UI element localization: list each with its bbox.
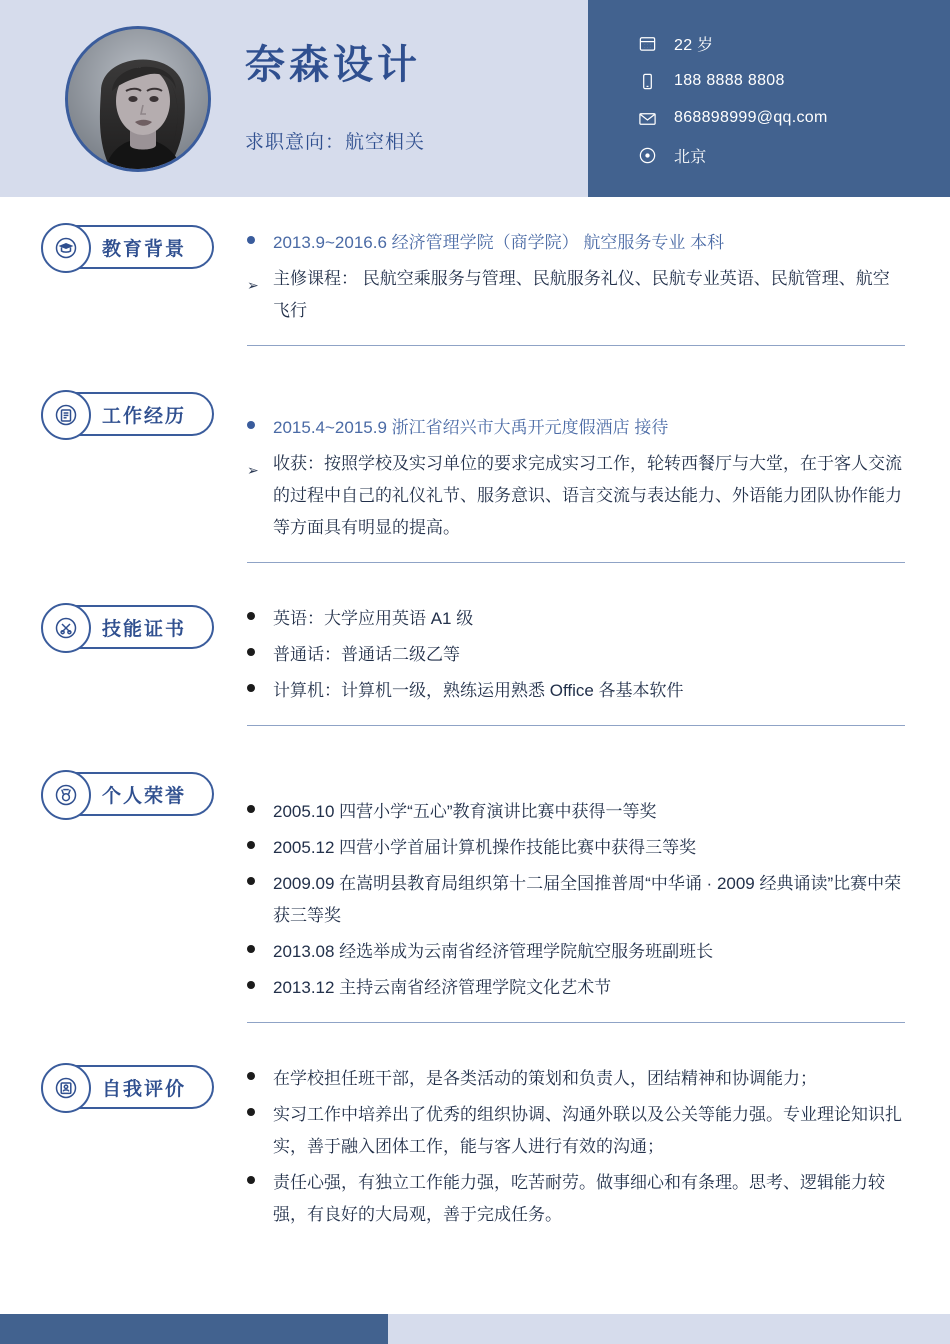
bullet-arrow-icon: ➢ xyxy=(247,277,259,293)
section-self-evaluation-title: 自我评价 xyxy=(102,1078,187,1100)
avatar xyxy=(65,26,211,172)
section-education-body xyxy=(247,223,905,331)
contact-panel xyxy=(588,0,950,197)
bullet-dot-icon xyxy=(247,832,273,864)
list-item xyxy=(247,1167,905,1231)
avatar-image xyxy=(68,29,208,169)
honor-item-5: 2013.12 主持云南省经济管理学院文化艺术节 xyxy=(273,978,612,997)
section-education-title: 教育背景 xyxy=(102,238,187,260)
education-courses: 主修课程： 民航空乘服务与管理、民航服务礼仪、民航专业英语、民航管理、航空飞行 xyxy=(273,269,890,320)
section-self-evaluation-badge xyxy=(42,1065,214,1109)
skill-computer: 计算机：计算机一级，熟练运用熟悉 Office 各基本软件 xyxy=(273,681,684,700)
medal-icon xyxy=(41,770,91,820)
list-item xyxy=(247,832,905,864)
list-item xyxy=(247,972,905,1004)
portrait-illustration xyxy=(68,29,208,169)
section-education xyxy=(0,223,950,331)
list-item xyxy=(247,675,905,707)
scissors-icon xyxy=(41,603,91,653)
header-text-block xyxy=(245,43,425,154)
section-divider xyxy=(247,562,905,563)
list-item xyxy=(247,603,905,635)
contact-location-text: 北京 xyxy=(674,149,707,166)
section-honors-title: 个人荣誉 xyxy=(102,785,187,807)
footer-bar xyxy=(0,1314,950,1344)
list-item xyxy=(247,936,905,968)
list-item xyxy=(247,1099,905,1163)
list-item xyxy=(247,1063,905,1095)
honor-item-4: 2013.08 经选举成为云南省经济管理学院航空服务班副班长 xyxy=(273,942,714,961)
list-item xyxy=(247,639,905,671)
contact-row-age xyxy=(636,32,950,55)
section-self-evaluation-body xyxy=(247,1063,905,1235)
list-item xyxy=(247,448,905,544)
education-period-school: 2013.9~2016.6 经济管理学院（商学院） 航空服务专业 本科 xyxy=(273,233,725,252)
graduation-cap-icon xyxy=(41,223,91,273)
bullet-dot-icon xyxy=(247,603,273,635)
contact-row-location xyxy=(636,144,950,167)
honor-item-2: 2005.12 四营小学首届计算机操作技能比赛中获得三等奖 xyxy=(273,838,697,857)
header-left-panel xyxy=(0,0,588,197)
resume-body xyxy=(0,223,950,1235)
job-objective: 求职意向：航空相关 xyxy=(245,132,426,153)
mail-icon xyxy=(636,107,658,129)
contact-age-text: 22 岁 xyxy=(674,37,714,54)
self-eval-item-2: 实习工作中培养出了优秀的组织协调、沟通外联以及公关等能力强。专业理论知识扎实，善于融入团体工作，能与客人进行有效的沟通； xyxy=(273,1105,902,1156)
contact-email-text: 868898999@qq.com xyxy=(674,109,828,126)
section-work-badge xyxy=(42,392,214,436)
contact-row-phone xyxy=(636,70,950,92)
section-education-badge xyxy=(42,225,214,269)
section-skills-title: 技能证书 xyxy=(102,618,187,640)
contact-phone-text: 188 8888 8808 xyxy=(674,72,785,89)
section-skills-head xyxy=(42,603,247,711)
skill-mandarin: 普通话：普通话二级乙等 xyxy=(273,645,460,664)
work-period-company: 2015.4~2015.9 浙江省绍兴市大禹开元度假酒店 接待 xyxy=(273,418,669,437)
list-item xyxy=(247,412,905,444)
section-skills-badge xyxy=(42,605,214,649)
bullet-dot-icon xyxy=(247,1167,273,1231)
skill-english: 英语：大学应用英语 A1 级 xyxy=(273,609,474,628)
bullet-dot-icon xyxy=(247,796,273,828)
bullet-dot-icon xyxy=(247,227,273,259)
section-self-evaluation-head xyxy=(42,1063,247,1235)
section-skills xyxy=(0,603,950,711)
briefcase-icon xyxy=(41,390,91,440)
bullet-dot-icon xyxy=(247,936,273,968)
resume-header xyxy=(0,0,950,197)
section-honors-body xyxy=(247,770,905,1008)
bullet-dot-icon xyxy=(247,412,273,444)
section-self-evaluation xyxy=(0,1063,950,1235)
section-honors xyxy=(0,770,950,1008)
honor-item-1: 2005.10 四营小学“五心”教育演讲比赛中获得一等奖 xyxy=(273,802,657,821)
section-honors-head xyxy=(42,770,247,1008)
contact-row-email xyxy=(636,107,950,129)
phone-icon xyxy=(636,70,658,92)
section-work-head xyxy=(42,390,247,548)
person-card-icon xyxy=(41,1063,91,1113)
section-education-head xyxy=(42,223,247,331)
section-skills-body xyxy=(247,603,905,711)
footer-bar-light xyxy=(388,1314,950,1344)
section-work xyxy=(0,390,950,548)
bullet-dot-icon xyxy=(247,1099,273,1163)
bullet-dot-icon xyxy=(247,1063,273,1095)
section-honors-badge xyxy=(42,772,214,816)
honor-item-3: 2009.09 在嵩明县教育局组织第十二届全国推普周“中华诵 · 2009 经典诵读”比赛中荣获三等奖 xyxy=(273,874,902,925)
footer-bar-dark xyxy=(0,1314,388,1344)
bullet-dot-icon xyxy=(247,639,273,671)
bullet-arrow-icon: ➢ xyxy=(247,462,259,478)
location-icon xyxy=(636,145,658,167)
list-item xyxy=(247,227,905,259)
bullet-dot-icon xyxy=(247,972,273,1004)
work-description: 收获：按照学校及实习单位的要求完成实习工作，轮转西餐厅与大堂，在于客人交流的过程中自己的礼仪礼节、服务意识、语言交流与表达能力、外语能力团队协作能力等方面具有明显的提高。 xyxy=(273,454,902,537)
section-work-body xyxy=(247,390,905,548)
section-divider xyxy=(247,1022,905,1023)
section-work-title: 工作经历 xyxy=(102,405,187,427)
self-eval-item-3: 责任心强，有独立工作能力强，吃苦耐劳。做事细心和有条理。思考、逻辑能力较强，有良好的大局观，善于完成任务。 xyxy=(273,1173,885,1224)
list-item xyxy=(247,796,905,828)
section-divider xyxy=(247,345,905,346)
bullet-dot-icon xyxy=(247,868,273,932)
list-item xyxy=(247,263,905,327)
calendar-icon xyxy=(636,33,658,55)
list-item xyxy=(247,868,905,932)
section-divider xyxy=(247,725,905,726)
bullet-dot-icon xyxy=(247,675,273,707)
self-eval-item-1: 在学校担任班干部，是各类活动的策划和负责人，团结精神和协调能力； xyxy=(273,1069,817,1088)
candidate-name: 奈森设计 xyxy=(245,43,421,87)
